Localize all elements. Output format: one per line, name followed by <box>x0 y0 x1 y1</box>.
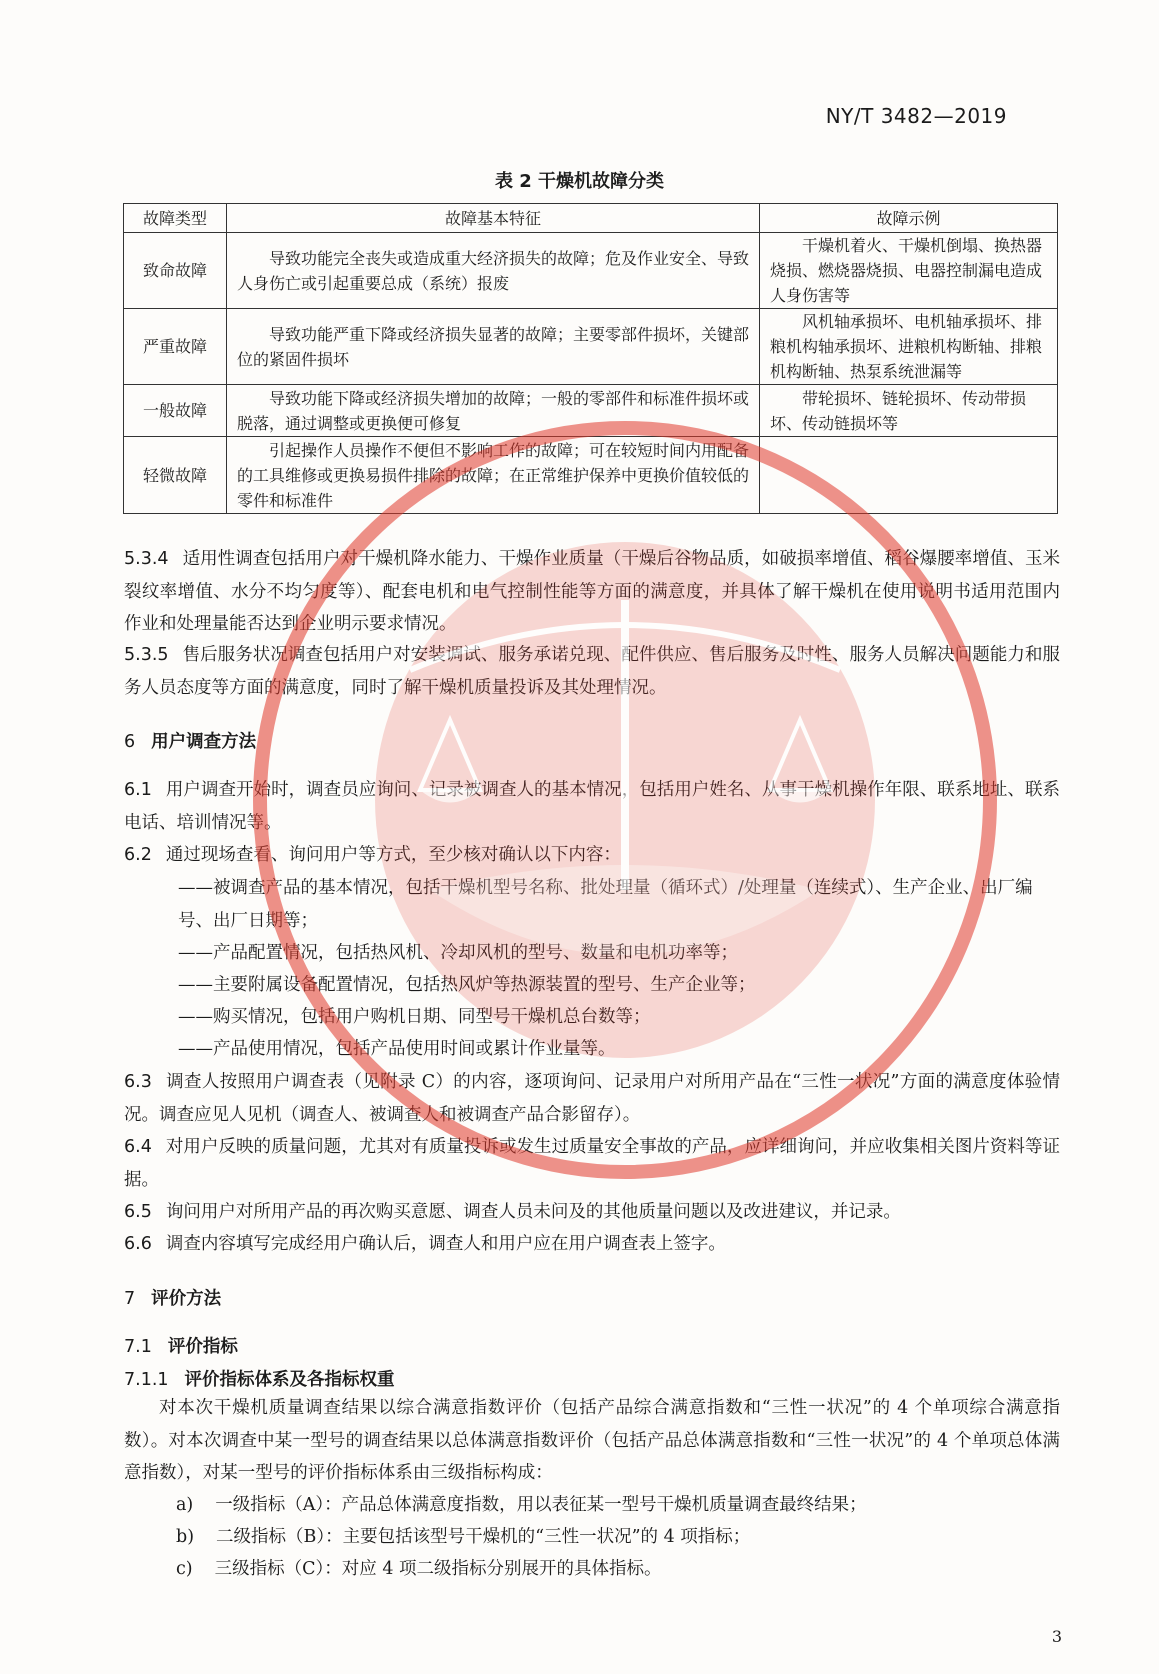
clause-text: 通过现场查看、询问用户等方式，至少核对确认以下内容： <box>165 845 621 865</box>
heading-number: 7.1.1 <box>124 1370 169 1390</box>
list-item <box>176 1553 1060 1586</box>
table-row <box>124 233 1058 309</box>
column-header-feature: 故障基本特征 <box>227 204 760 233</box>
heading-number: 6 <box>124 732 136 752</box>
page-number: 3 <box>1051 1627 1062 1646</box>
table-title: 表 2 干燥机故障分类 <box>494 171 665 192</box>
clause-text: 调查内容填写完成经用户确认后，调查人和用户应在用户调查表上签字。 <box>165 1234 726 1254</box>
fault-feature-cell: 导致功能严重下降或经济损失显著的故障；主要零部件损坏，关键部位的紧固件损坏 <box>227 309 760 385</box>
fault-type-cell: 严重故障 <box>124 309 227 385</box>
fault-example-cell: 风机轴承损坏、电机轴承损坏、排粮机构轴承损坏、进粮机构断轴、排粮机构断轴、热泵系统泄漏等 <box>760 309 1058 385</box>
section-heading-6 <box>124 728 256 753</box>
list-item: ——被调查产品的基本情况，包括干燥机型号名称、批处理量（循环式）/处理量（连续式）、生产企业、出厂编号、出厂日期等； <box>178 878 1033 931</box>
clause-number: 6.4 <box>124 1137 152 1157</box>
list-item: ——购买情况，包括用户购机日期、同型号干燥机总台数等； <box>178 1007 651 1027</box>
clause-6-5 <box>124 1196 1060 1229</box>
clause-number: 6.3 <box>124 1072 152 1092</box>
clause-5-3-5 <box>124 639 1060 704</box>
fault-feature-cell: 引起操作人员操作不便但不影响工作的故障；可在较短时间内用配备的工具维修或更换易损件排除的故障；在正常维护保养中更换价值较低的零件和标准件 <box>227 437 760 514</box>
section-heading-7-1 <box>124 1333 238 1358</box>
fault-type-cell: 致命故障 <box>124 233 227 309</box>
list-text: 三级指标（C）：对应 4 项二级指标分别展开的具体指标。 <box>214 1559 662 1579</box>
fault-example-cell: 干燥机着火、干燥机倒塌、换热器烧损、燃烧器烧损、电器控制漏电造成人身伤害等 <box>760 233 1058 309</box>
clause-text: 对用户反映的质量问题，尤其对有质量投诉或发生过质量安全事故的产品，应详细询问，并应收集相关图片资料等证据。 <box>124 1137 1060 1190</box>
list-text: 一级指标（A）：产品总体满意度指数，用以表征某一型号干燥机质量调查最终结果； <box>215 1495 867 1515</box>
heading-title: 评价指标体系及各指标权重 <box>184 1370 395 1390</box>
list-item: ——主要附属设备配置情况，包括热风炉等热源装置的型号、生产企业等； <box>178 975 756 995</box>
fault-example-cell <box>760 437 1058 514</box>
table-row <box>124 309 1058 385</box>
section-heading-7 <box>124 1285 221 1310</box>
table-row <box>124 437 1058 514</box>
fault-example-cell: 带轮损坏、链轮损坏、传动带损坏、传动链损坏等 <box>760 385 1058 437</box>
clause-6-3 <box>124 1066 1060 1131</box>
fault-type-cell: 一般故障 <box>124 385 227 437</box>
clause-6-2 <box>124 839 1060 872</box>
list-item <box>176 1521 1060 1554</box>
column-header-type: 故障类型 <box>124 204 227 233</box>
heading-title: 评价方法 <box>151 1289 222 1309</box>
fault-feature-cell: 导致功能完全丧失或造成重大经济损失的故障；危及作业安全、导致人身伤亡或引起重要总成（系统）报废 <box>227 233 760 309</box>
list-text: 二级指标（B）：主要包括该型号干燥机的“三性一状况”的 4 项指标； <box>216 1527 751 1547</box>
fault-classification-table <box>123 203 1058 514</box>
clause-6-1 <box>124 774 1060 839</box>
clause-text: 询问用户对所用产品的再次购买意愿、调查人员未问及的其他质量问题以及改进建议，并记录。 <box>165 1202 901 1222</box>
clause-text: 售后服务状况调查包括用户对安装调试、服务承诺兑现、配件供应、售后服务及时性、服务人员解决问题能力和服务人员态度等方面的满意度，同时了解干燥机质量投诉及其处理情况。 <box>124 645 1060 698</box>
list-item: ——产品配置情况，包括热风机、冷却风机的型号、数量和电机功率等； <box>178 943 738 963</box>
paragraph-7-1-1: 对本次干燥机质量调查结果以综合满意指数评价（包括产品综合满意指数和“三性一状况”的 4 个单项综合满意指数）。对本次调查中某一型号的调查结果以总体满意指数评价（包括产品总体满意指数和“三性一状况”的 4 个单项总体满意指数），对某一型号的评价指标体系由三级指标构成： <box>124 1398 1060 1483</box>
table-header-row <box>124 204 1058 233</box>
heading-title: 评价指标 <box>167 1337 238 1357</box>
clause-number: 5.3.4 <box>124 549 169 569</box>
list-marker: a) <box>176 1495 194 1515</box>
clause-number: 6.2 <box>124 845 152 865</box>
clause-number: 6.6 <box>124 1234 152 1254</box>
list-marker: b) <box>176 1527 195 1547</box>
clause-number: 6.1 <box>124 780 152 800</box>
list-item <box>176 1489 1060 1522</box>
fault-feature-cell: 导致功能下降或经济损失增加的故障；一般的零部件和标准件损坏或脱落，通过调整或更换便可修复 <box>227 385 760 437</box>
clause-number: 6.5 <box>124 1202 152 1222</box>
clause-text: 调查人按照用户调查表（见附录 C）的内容，逐项询问、记录用户对所用产品在“三性一状况”方面的满意度体验情况。调查应见人见机（调查人、被调查人和被调查产品合影留存）。 <box>124 1072 1060 1125</box>
fault-type-cell: 轻微故障 <box>124 437 227 514</box>
heading-title: 用户调查方法 <box>151 732 257 752</box>
list-marker: c) <box>176 1559 193 1579</box>
column-header-example: 故障示例 <box>760 204 1058 233</box>
clause-6-6 <box>124 1228 1060 1261</box>
clause-6-4 <box>124 1131 1060 1196</box>
heading-number: 7.1 <box>124 1337 152 1357</box>
list-item: ——产品使用情况，包括产品使用时间或累计作业量等。 <box>178 1039 616 1059</box>
heading-number: 7 <box>124 1289 136 1309</box>
clause-text: 用户调查开始时，调查员应询问、记录被调查人的基本情况，包括用户姓名、从事干燥机操作年限、联系地址、联系电话、培训情况等。 <box>124 780 1060 833</box>
clause-number: 5.3.5 <box>124 645 169 665</box>
clause-5-3-4 <box>124 543 1060 641</box>
standard-code: NY/T 3482—2019 <box>825 104 1007 128</box>
table-row <box>124 385 1058 437</box>
section-heading-7-1-1 <box>124 1366 395 1391</box>
clause-text: 适用性调查包括用户对干燥机降水能力、干燥作业质量（干燥后谷物品质，如破损率增值、稻谷爆腰率增值、玉米裂纹率增值、水分不均匀度等）、配套电机和电气控制性能等方面的满意度，并具体了解干燥机在使用说明书适用范围内作业和处理量能否达到企业明示要求情况。 <box>124 549 1060 634</box>
